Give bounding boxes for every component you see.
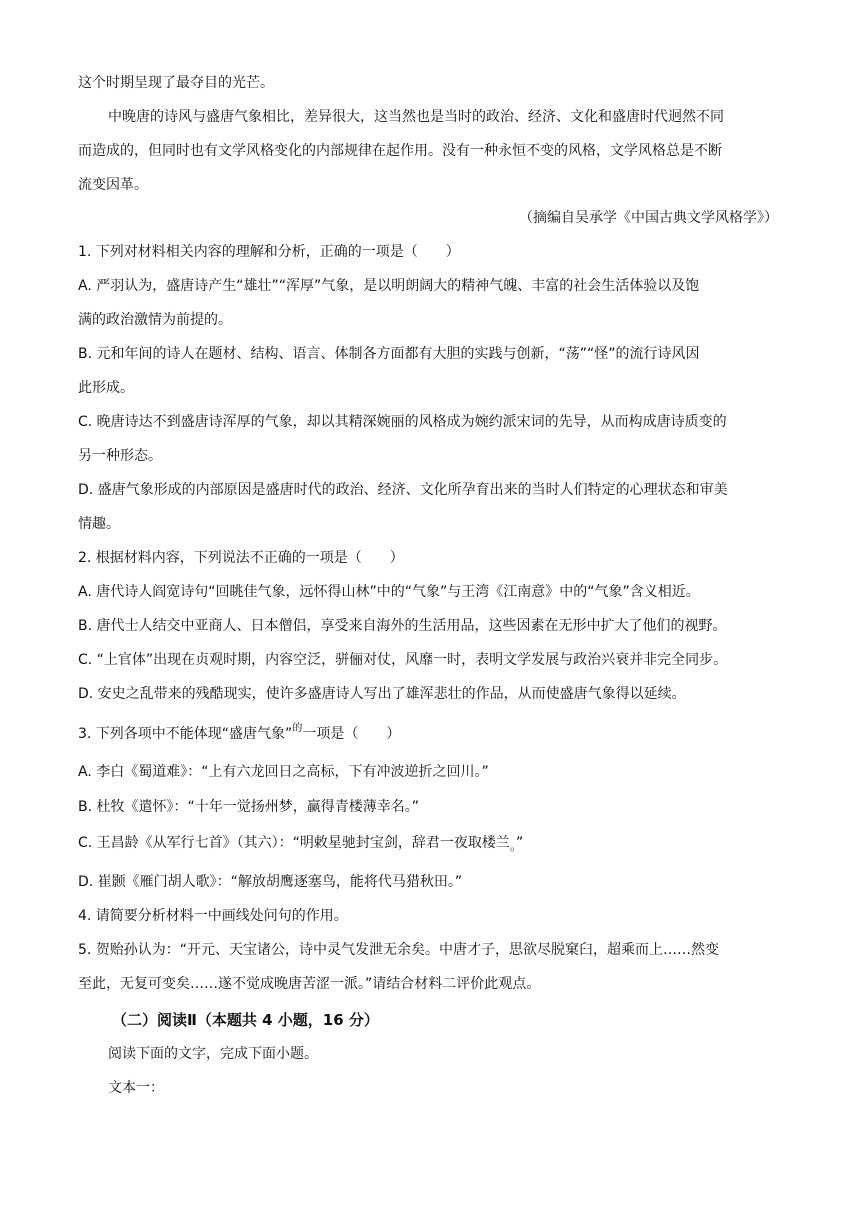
question-3-option-a: A. 李白《蜀道难》：“上有六龙回日之高标，下有冲波逆折之回川。” xyxy=(78,764,489,780)
question-3-option-d: D. 崔颢《雁门胡人歌》：“解放胡鹰逐塞鸟，能将代马猎秋田。” xyxy=(78,874,463,890)
question-5-stem: 5. 贺贻孙认为：“开元、天宝诸公，诗中灵气发泄无余矣。中唐才子，思欲尽脱窠臼，超乘而上……然变 xyxy=(78,942,720,958)
question-1-option-d-cont: 情趣。 xyxy=(78,516,120,532)
question-3-option-c xyxy=(78,833,523,853)
question-4-stem: 4. 请简要分析材料一中画线处问句的作用。 xyxy=(78,908,348,924)
question-5-stem-cont: 至此，无复可变矣……遂不觉成晚唐苦涩一派。”请结合材料二评价此观点。 xyxy=(78,976,541,992)
question-2-option-b: B. 唐代士人结交中亚商人、日本僧侣，享受来自海外的生活用品，这些因素在无形中扩大了他们的视野。 xyxy=(78,618,727,634)
question-1-stem: 1. 下列对材料相关内容的理解和分析，正确的一项是（ ） xyxy=(78,244,460,260)
question-2-option-c: C. “上官体”出现在贞观时期，内容空泛，骈俪对仗，风靡一时，表明文学发展与政治兴衰并非完全同步。 xyxy=(78,652,728,668)
question-1-option-c-cont: 另一种形态。 xyxy=(78,448,162,464)
question-3-option-c-text: C. 王昌龄《从军行七首》（其六）：“明敕星驰封宝剑，辞君一夜取楼兰 xyxy=(78,835,510,851)
question-3-option-c-subscript: 。 xyxy=(509,839,516,853)
passage-source: （摘编自吴承学《中国古典文学风格学》） xyxy=(519,210,778,226)
question-2-option-d: D. 安史之乱带来的残酷现实，使许多盛唐诗人写出了雄浑悲壮的作品，从而使盛唐气象得以延续。 xyxy=(78,686,686,702)
question-3-option-c-end: ” xyxy=(515,835,524,851)
passage-line: 这个时期呈现了最夺目的光芒。 xyxy=(78,75,274,91)
question-1-option-b: B. 元和年间的诗人在题材、结构、语言、体制各方面都有大胆的实践与创新，“荡”“怪”的流行诗风因 xyxy=(78,346,700,362)
question-3-stem-text: 3. 下列各项中不能体现“盛唐气象” xyxy=(78,726,293,742)
question-3-stem-text-end: 一项是（ ） xyxy=(302,726,401,742)
question-1-option-d: D. 盛唐气象形成的内部原因是盛唐时代的政治、经济、文化所孕育出来的当时人们特定的心理状态和审美 xyxy=(78,482,728,498)
section-title: （二）阅读Ⅱ（本题共 4 小题，16 分） xyxy=(112,1011,379,1029)
question-1-option-c: C. 晚唐诗达不到盛唐诗浑厚的气象，却以其精深婉丽的风格成为婉约派宋词的先导，从而构成唐诗质变的 xyxy=(78,414,727,430)
section-instruction: 阅读下面的文字，完成下面小题。 xyxy=(108,1046,318,1062)
passage-paragraph-line: 而造成的，但同时也有文学风格变化的内部规律在起作用。没有一种永恒不变的风格，文学风格总是不断 xyxy=(78,143,722,159)
question-2-option-a: A. 唐代诗人阎宽诗句“回眺佳气象，远怀得山林”中的“气象”与王湾《江南意》中的“气象”含义相近。 xyxy=(78,584,700,600)
question-3-stem-superscript: 的 xyxy=(292,723,303,734)
question-1-option-a-cont: 满的政治激情为前提的。 xyxy=(78,312,232,328)
passage-paragraph-line: 中晚唐的诗风与盛唐气象相比，差异很大，这当然也是当时的政治、经济、文化和盛唐时代迥然不同 xyxy=(108,109,724,125)
passage-paragraph-line: 流变因革。 xyxy=(78,177,148,193)
question-1-option-a: A. 严羽认为，盛唐诗产生“雄壮”“浑厚”气象，是以明朗阔大的精神气魄、丰富的社会生活体验以及饱 xyxy=(78,278,700,294)
question-2-stem: 2. 根据材料内容，下列说法不正确的一项是（ ） xyxy=(78,550,404,566)
question-3-stem xyxy=(78,724,400,746)
question-1-option-b-cont: 此形成。 xyxy=(78,380,134,396)
question-3-option-b: B. 杜牧《遣怀》：“十年一觉扬州梦，赢得青楼薄幸名。” xyxy=(78,799,420,815)
text-one-label: 文本一： xyxy=(108,1080,164,1096)
